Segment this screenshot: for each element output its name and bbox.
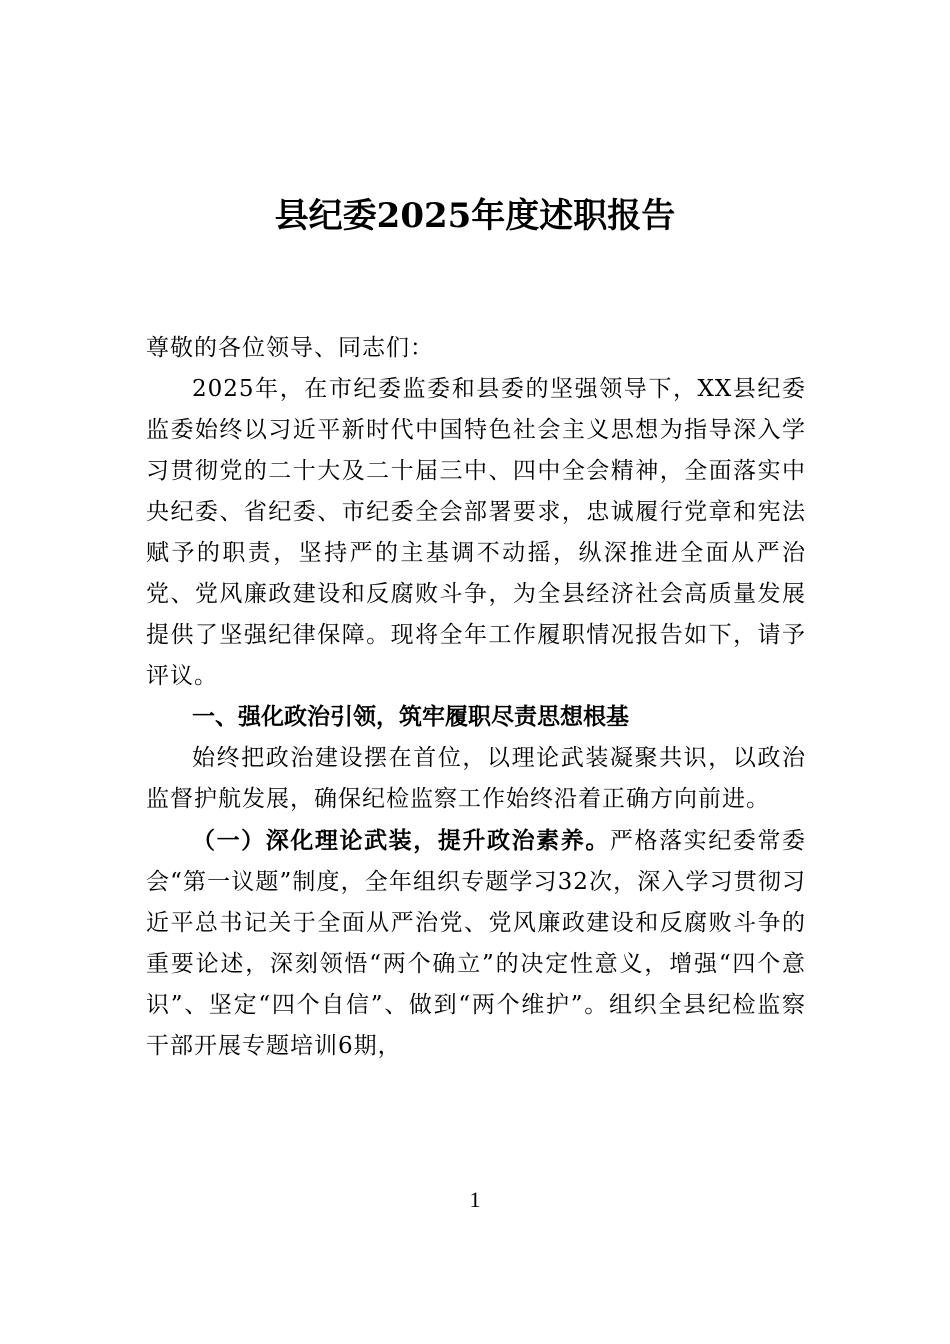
document-body: [146, 328, 806, 1067]
page-number: 1: [469, 1187, 481, 1212]
intro-paragraph: 2025年，在市纪委监委和县委的坚强领导下，XX县纪委监委始终以习近平新时代中国特色社会主义思想为指导深入学习贯彻党的二十大及二十届三中、四中全会精神，全面落实中央纪委、省纪委、市纪委全会部署要求，忠诚履行党章和宪法赋予的职责，坚持严的主基调不动摇，纵深推进全面从严治党、党风廉政建设和反腐败斗争，为全县经济社会高质量发展提供了坚强纪律保障。现将全年工作履职情况报告如下，请予评议。: [146, 376, 806, 689]
section-1-paragraph: 始终把政治建设摆在首位，以理论武装凝聚共识，以政治监督护航发展，确保纪检监察工作始终沿着正确方向前进。: [146, 745, 806, 812]
section-1-heading: 一、强化政治引领，筑牢履职尽责思想根基: [192, 704, 629, 730]
document-title: 县纪委2025年度述职报告: [274, 196, 676, 236]
subsection-1-paragraph: [146, 820, 806, 1067]
subsection-1-text: 严格落实纪委常委会“第一议题”制度，全年组织专题学习32次，深入学习贯彻习近平总书记关于全面从严治党、党风廉政建设和反腐败斗争的重要论述，深刻领悟“两个确立”的决定性意义，增强“四个意识”、坚定“四个自信”、做到“两个维护”。组织全县纪检监察干部开展专题培训6期，: [146, 828, 807, 1059]
subsection-1-heading: （一）深化理论武装，提升政治素养。: [192, 827, 610, 854]
salutation: 尊敬的各位领导、同志们：: [146, 335, 434, 361]
